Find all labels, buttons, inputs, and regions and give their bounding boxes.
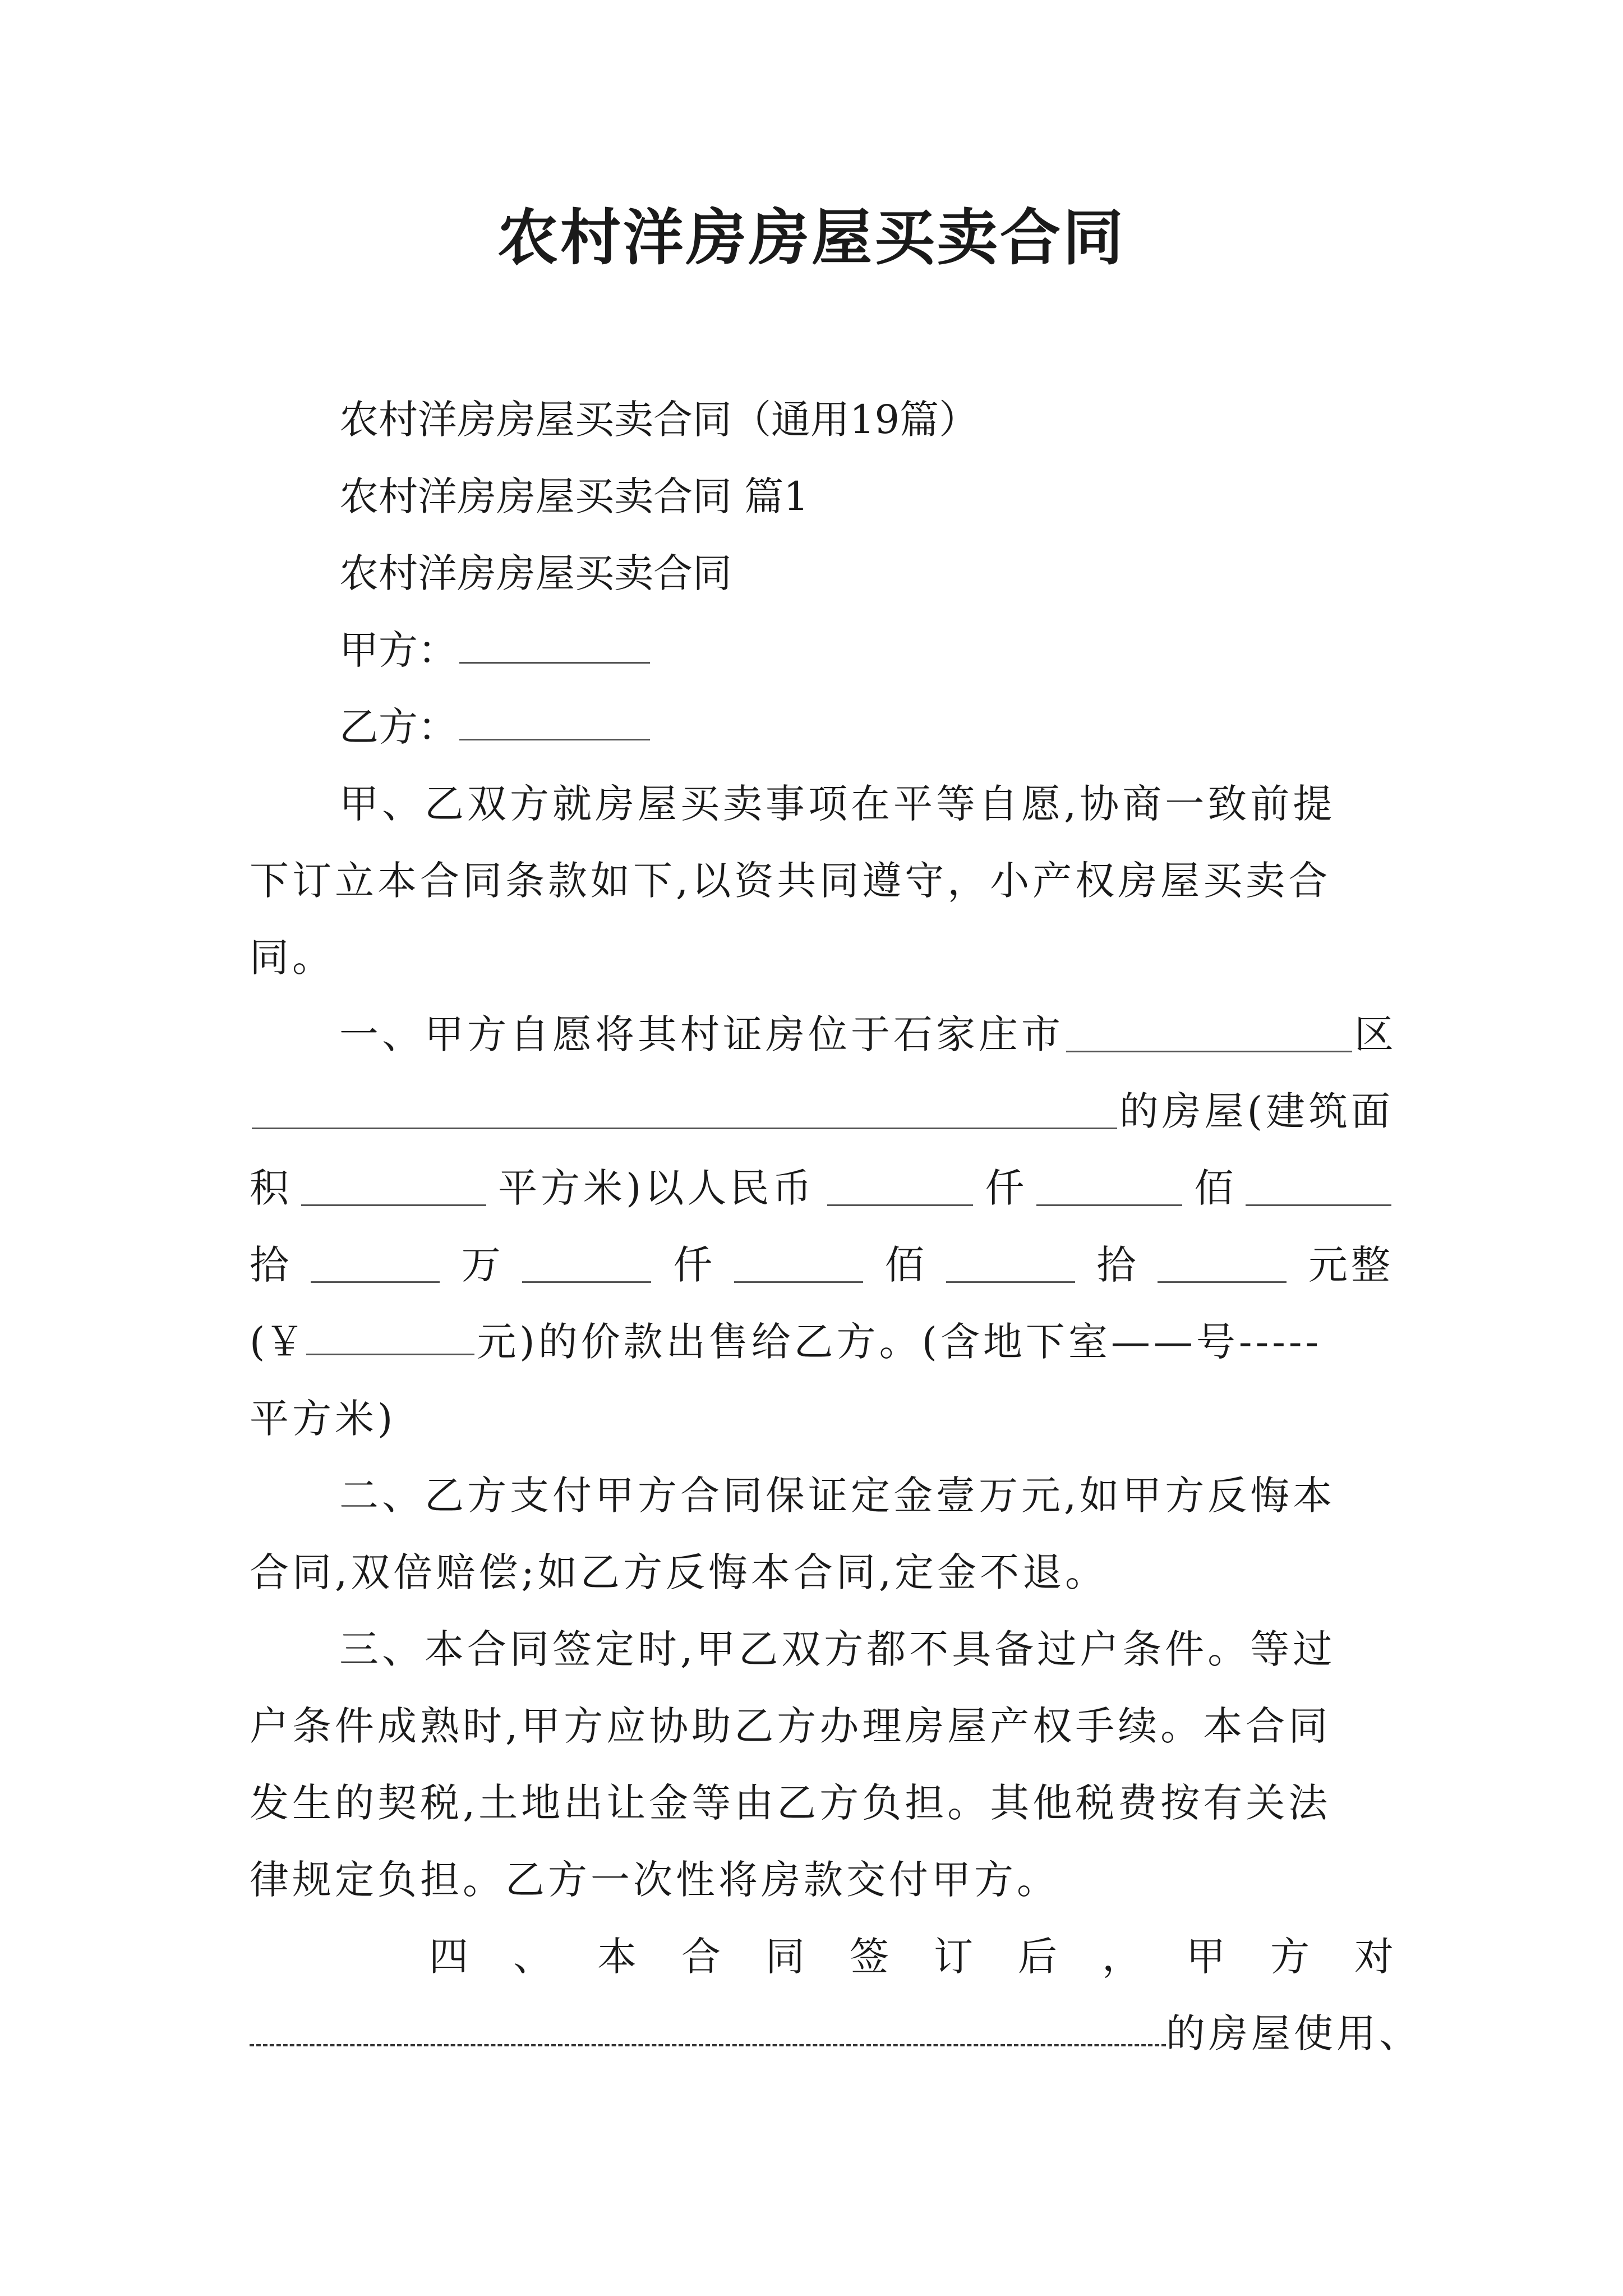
clause1-line-3 xyxy=(250,1150,1394,1227)
area-label: 积 xyxy=(250,1165,289,1211)
price-wan-blank xyxy=(311,1248,440,1283)
price-qian-wan-blank xyxy=(827,1171,973,1206)
subtitle: 农村洋房房屋买卖合同（通用19篇） xyxy=(339,397,979,443)
party-b-line xyxy=(250,689,1394,766)
party-b-blank xyxy=(459,705,650,740)
address-blank xyxy=(252,1094,1117,1129)
intro-line-2: 下订立本合同条款如下,以资共同遵守，小产权房屋买卖合 xyxy=(250,858,1331,904)
clause1-house-label: 的房屋(建筑面 xyxy=(1119,1088,1394,1134)
unit-wan: 万 xyxy=(461,1242,501,1288)
document-title: 农村洋房房屋买卖合同 xyxy=(497,203,1126,273)
part-heading: 农村洋房房屋买卖合同 篇1 xyxy=(339,473,809,519)
unit-yuan: 元整 xyxy=(1308,1242,1394,1288)
clause4-dashed-blank xyxy=(250,2022,1166,2046)
clause1-district-label: 区 xyxy=(1354,1011,1394,1057)
clause4-char: 甲 xyxy=(1186,1934,1225,1980)
clause4-line-2 xyxy=(250,1995,1422,2072)
unit-qian: 仟 xyxy=(985,1165,1025,1211)
clause4-char: 、 xyxy=(513,1934,552,1980)
clause4-char: 后 xyxy=(1018,1934,1057,1980)
clause3-line-2: 户条件成熟时,甲方应协助乙方办理房屋产权手续。本合同 xyxy=(250,1703,1331,1749)
clause2-line-1: 二、乙方支付甲方合同保证定金壹万元,如甲方反悔本 xyxy=(339,1473,1336,1519)
district-blank xyxy=(1066,1017,1352,1052)
clause1-line-4 xyxy=(250,1227,1394,1304)
price-qian-blank xyxy=(522,1248,651,1283)
yuan-symbol: (￥ xyxy=(250,1319,305,1365)
amount-blank xyxy=(306,1320,474,1355)
price-shi-blank xyxy=(946,1248,1075,1283)
clause1-line-6: 平方米) xyxy=(250,1396,396,1442)
contract-name: 农村洋房房屋买卖合同 xyxy=(339,550,732,596)
clause1-line-5 xyxy=(250,1304,1394,1381)
unit-shi: 拾 xyxy=(250,1242,289,1288)
price-yuan-blank xyxy=(1158,1248,1287,1283)
intro-line-3: 同。 xyxy=(250,935,335,981)
clause4-usage-text: 的房屋使用、 xyxy=(1166,2010,1422,2056)
clause3-line-1: 三、本合同签定时,甲乙双方都不具备过户条件。等过 xyxy=(339,1626,1336,1672)
clause3-line-3: 发生的契税,土地出让金等由乙方负担。其他税费按有关法 xyxy=(250,1780,1331,1826)
intro-line-1: 甲、乙双方就房屋买卖事项在平等自愿,协商一致前提 xyxy=(339,781,1336,827)
price-shi-wan-blank xyxy=(1246,1171,1391,1206)
document-body xyxy=(250,381,1422,2072)
clause4-char: 订 xyxy=(934,1934,973,1980)
area-blank xyxy=(301,1171,486,1206)
unit-qian-2: 仟 xyxy=(673,1242,713,1288)
clause1-line-1 xyxy=(250,996,1394,1073)
clause4-char: 同 xyxy=(766,1934,805,1980)
clause4-char: 签 xyxy=(850,1934,889,1980)
unit-shi-2: 拾 xyxy=(1096,1242,1136,1288)
clause1-sale-text: 元)的价款出售给乙方。(含地下室——号----- xyxy=(477,1319,1322,1365)
party-b-label: 乙方： xyxy=(339,704,457,750)
price-bai-wan-blank xyxy=(1036,1171,1182,1206)
clause1-text: 一、甲方自愿将其村证房位于石家庄市 xyxy=(339,1011,1064,1057)
price-label: 平方米)以人民币 xyxy=(498,1165,815,1211)
clause4-line-1 xyxy=(250,1918,1394,1995)
clause3-line-4: 律规定负担。乙方一次性将房款交付甲方。 xyxy=(250,1857,1059,1903)
clause4-char: 本 xyxy=(597,1934,637,1980)
clause1-line-2 xyxy=(250,1073,1394,1150)
clause2-line-2: 合同,双倍赔偿;如乙方反悔本合同,定金不退。 xyxy=(250,1549,1108,1595)
clause4-char: ， xyxy=(1102,1934,1141,1980)
party-a-line xyxy=(250,612,1394,689)
clause4-char: 对 xyxy=(1354,1934,1394,1980)
party-a-blank xyxy=(459,628,650,664)
clause4-char: 合 xyxy=(681,1934,721,1980)
unit-bai-2: 佰 xyxy=(884,1242,924,1288)
clause4-char: 四 xyxy=(429,1934,468,1980)
unit-bai: 佰 xyxy=(1194,1165,1234,1211)
clause4-char: 方 xyxy=(1270,1934,1310,1980)
party-a-label: 甲方： xyxy=(339,627,457,673)
price-bai-blank xyxy=(734,1248,863,1283)
